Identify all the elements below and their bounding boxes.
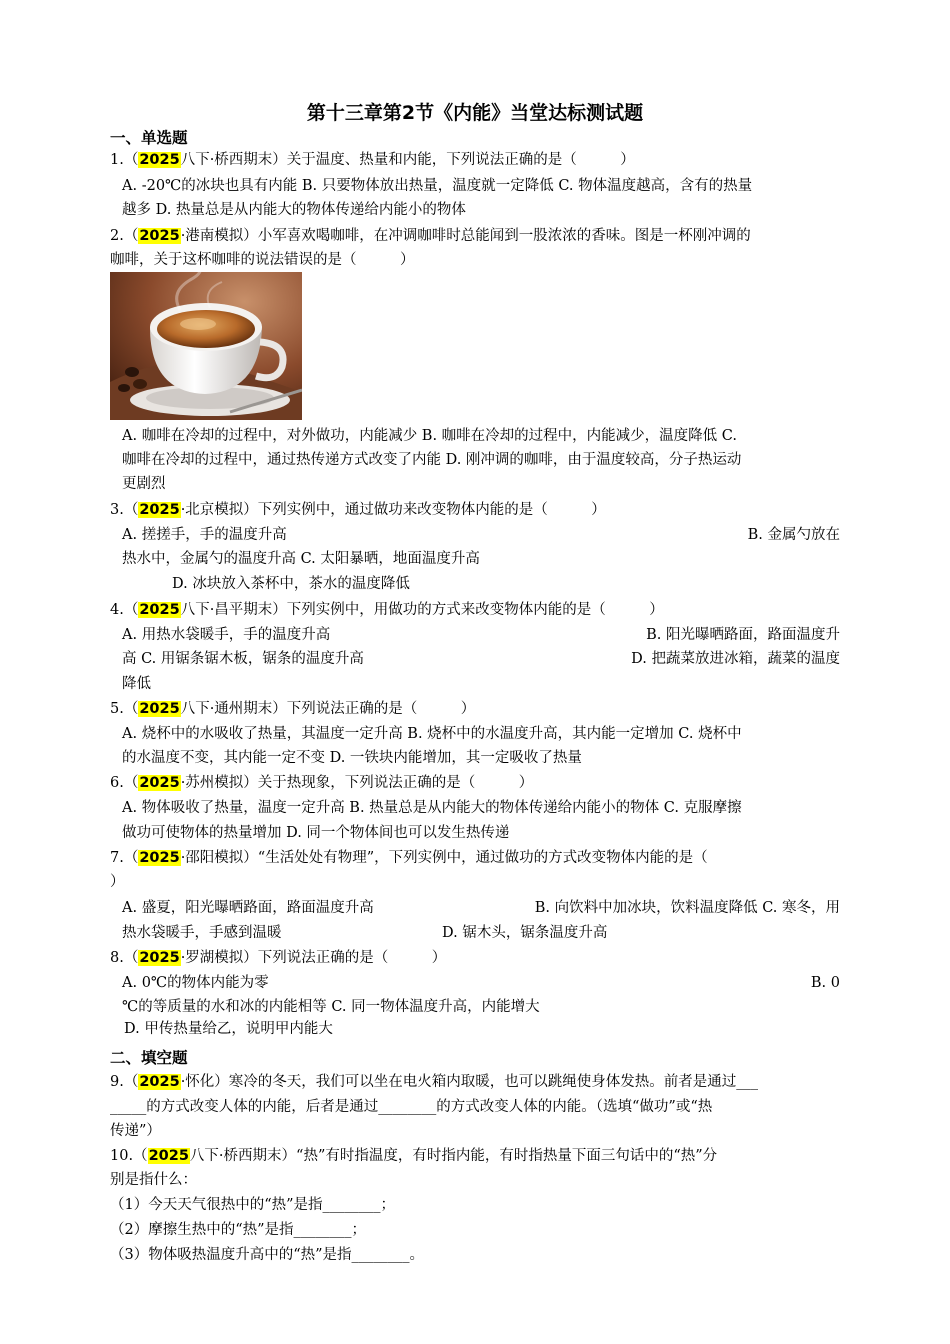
question-2-stem-cont: 咖啡，关于这杯咖啡的说法错误的是（ ） [110,252,415,268]
section-heading-fill-blank: 二、填空题 [110,1049,188,1067]
year-highlight: 2025 [139,502,180,518]
question-5-stem: 5.（2025八下·通州期末）下列说法正确的是（ ） [110,701,476,717]
question-7-stem: 7.（2025·邵阳模拟）“生活处处有物理”，下列实例中，通过做功的方式改变物体内能的是（ [110,850,708,866]
question-7-options: A. 盛夏，阳光曝晒路面，路面温度升高 B. 向饮料中加冰块，饮料温度降低 C. 寒冬，用 [122,900,840,916]
question-6-options: A. 物体吸收了热量，温度一定升高 B. 热量总是从内能大的物体传递给内能小的物体 C. 克服摩擦 [122,800,742,816]
question-2-options: A. 咖啡在冷却的过程中，对外做功，内能减少 B. 咖啡在冷却的过程中，内能减少，温度降低 C. [122,428,737,444]
question-1-stem: 1.（2025八下·桥西期末）关于温度、热量和内能，下列说法正确的是（ ） [110,152,635,168]
question-3-option-d: D. 冰块放入茶杯中，茶水的温度降低 [172,576,410,592]
year-highlight: 2025 [139,602,180,618]
question-2-stem: 2.（2025·港南模拟）小军喜欢喝咖啡，在冲调咖啡时总能闻到一股浓浓的香味。图是一杯刚冲调的 [110,228,751,244]
year-highlight: 2025 [148,1148,189,1164]
question-6-options-cont: 做功可使物体的热量增加 D. 同一个物体间也可以发生热传递 [122,825,510,841]
question-3-stem: 3.（2025·北京模拟）下列实例中，通过做功来改变物体内能的是（ ） [110,502,606,518]
page-title: 第十三章第2节《内能》当堂达标测试题 [306,102,644,124]
section-heading-single-choice: 一、单选题 [110,129,188,147]
question-10-sub-3: （3）物体吸热温度升高中的“热”是指________。 [110,1247,425,1263]
question-4-options-cont: 降低 [122,676,151,692]
question-2-options-cont: 更剧烈 [122,476,166,492]
question-7-options-cont: 热水袋暖手，手感到温暖 D. 锯木头，锯条温度升高 [122,925,608,941]
question-8-options: A. 0℃的物体内能为零 B. 0 [122,975,840,991]
question-7-stem-cont: ） [110,874,125,890]
coffee-cup-image [110,272,302,420]
question-10-stem-cont: 别是指什么： [110,1172,197,1188]
question-4-options-cont: 高 C. 用锯条锯木板，锯条的温度升高 D. 把蔬菜放进冰箱，蔬菜的温度 [122,651,840,667]
year-highlight: 2025 [139,850,180,866]
question-9-stem-cont: 传递”） [110,1123,161,1139]
question-10-sub-2: （2）摩擦生热中的“热”是指________； [110,1222,367,1238]
question-9-stem: 9.（2025·怀化）寒冷的冬天，我们可以坐在电火箱内取暖，也可以跳绳使身体发热。前者是通过___ [110,1074,759,1090]
question-4-options: A. 用热水袋暖手，手的温度升高 B. 阳光曝晒路面，路面温度升 [122,627,840,643]
question-8-stem: 8.（2025·罗湖模拟）下列说法正确的是（ ） [110,950,447,966]
question-3-options: A. 搓搓手，手的温度升高 B. 金属勺放在 [122,527,840,543]
question-9-stem-cont: _____的方式改变人体的内能，后者是通过________的方式改变人体的内能。（选填“做功”或“热 [110,1099,713,1115]
question-10-sub-1: （1）今天天气很热中的“热”是指________； [110,1197,396,1213]
year-highlight: 2025 [139,228,180,244]
question-3-options-cont: 热水中，金属勺的温度升高 C. 太阳暴晒，地面温度升高 [122,551,480,567]
question-5-options: A. 烧杯中的水吸收了热量，其温度一定升高 B. 烧杯中的水温度升高，其内能一定增加 C. 烧杯中 [122,726,742,742]
question-1-options-cont: 越多 D. 热量总是从内能大的物体传递给内能小的物体 [122,202,466,218]
question-6-stem: 6.（2025·苏州模拟）关于热现象，下列说法正确的是（ ） [110,775,534,791]
question-4-stem: 4.（2025八下·昌平期末）下列实例中，用做功的方式来改变物体内能的是（ ） [110,602,664,618]
year-highlight: 2025 [139,775,180,791]
year-highlight: 2025 [139,950,180,966]
question-5-options-cont: 的水温度不变，其内能一定不变 D. 一铁块内能增加，其一定吸收了热量 [122,750,582,766]
question-8-option-d: D. 甲传热量给乙，说明甲内能大 [124,1021,333,1037]
question-10-stem: 10.（2025八下·桥西期末）“热”有时指温度，有时指内能，有时指热量下面三句话中的“热”分 [110,1148,718,1164]
question-1-options: A. -20℃的冰块也具有内能 B. 只要物体放出热量，温度就一定降低 C. 物体温度越高，含有的热量 [122,178,753,194]
question-2-options-cont: 咖啡在冷却的过程中，通过热传递方式改变了内能 D. 刚冲调的咖啡，由于温度较高，分子热运动 [122,452,742,468]
year-highlight: 2025 [139,701,180,717]
question-8-options-cont: ℃的等质量的水和冰的内能相等 C. 同一物体温度升高，内能增大 [122,999,540,1015]
year-highlight: 2025 [139,1074,180,1090]
year-highlight: 2025 [139,152,180,168]
